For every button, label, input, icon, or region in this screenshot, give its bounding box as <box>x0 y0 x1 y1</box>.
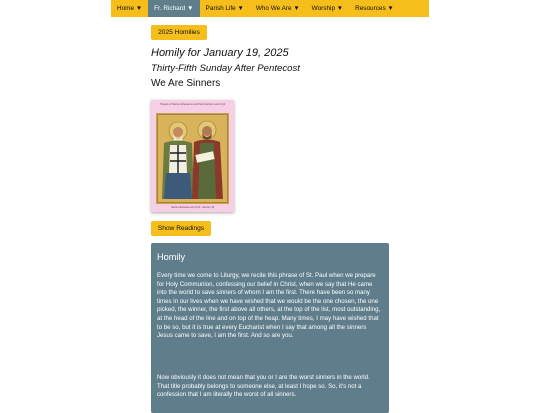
nav-fr-richard-label: Fr. Richard ▼ <box>154 5 194 12</box>
saints-painting <box>156 113 229 204</box>
top-nav <box>111 0 429 17</box>
nav-home-label: Home ▼ <box>117 5 143 12</box>
nav-worship-label: Worship ▼ <box>311 5 344 12</box>
nav-parish-life-label: Parish Life ▼ <box>205 5 244 12</box>
sunday-title: Thirty-Fifth Sunday After Pentecost <box>151 63 300 74</box>
saints-icon-image <box>151 100 234 212</box>
icon-caption-bottom: Saints Athanasius and Cyril • January 18 <box>170 206 215 209</box>
show-readings-button[interactable]: Show Readings <box>151 221 211 236</box>
nav-parish-life[interactable] <box>200 0 250 17</box>
nav-worship[interactable] <box>306 0 349 17</box>
homily-paragraph-2: Now obviously it does not mean that you or I are the worst sinners in the world. That title probably belongs to someone else, at least I hope so. So, it's not a confession that I am literally the worst of all sinners. <box>157 374 370 399</box>
nav-fr-richard[interactable] <box>148 0 199 17</box>
nav-who-we-are-label: Who We Are ▼ <box>255 5 300 12</box>
homily-date-title: Homily for January 19, 2025 <box>151 47 289 59</box>
nav-resources-label: Resources ▼ <box>355 5 394 12</box>
nav-home[interactable] <box>111 0 148 17</box>
nav-who-we-are[interactable] <box>250 0 306 17</box>
homily-paragraph-1: Every time we come to Liturgy, we recite this phrase of St. Paul when we prepare for Holy Communion, confessing our belief in Christ, when we say that He came into the world to save sinners of whom I am the first. There have been so many times in our lives when we have wished that we would be the one chosen, the one picked, the winner, the first above all others, at the top of the list, most outstanding, at the head of the line and on top of the heap. Many times, I may have wished that to be so, but it is true at every Eucharist when I say that among all the sinners Jesus came to save, I am the first. And so are you. <box>157 272 381 340</box>
homily-panel <box>151 243 389 413</box>
homily-heading: Homily <box>157 252 186 262</box>
nav-resources[interactable] <box>349 0 400 17</box>
homily-subtitle: We Are Sinners <box>151 78 221 89</box>
icon-caption-top: Tropars of Saints Athanasius and Saint Ephrem and Cyril <box>159 103 226 106</box>
homilies-2025-button[interactable]: 2025 Homilies <box>151 25 207 40</box>
